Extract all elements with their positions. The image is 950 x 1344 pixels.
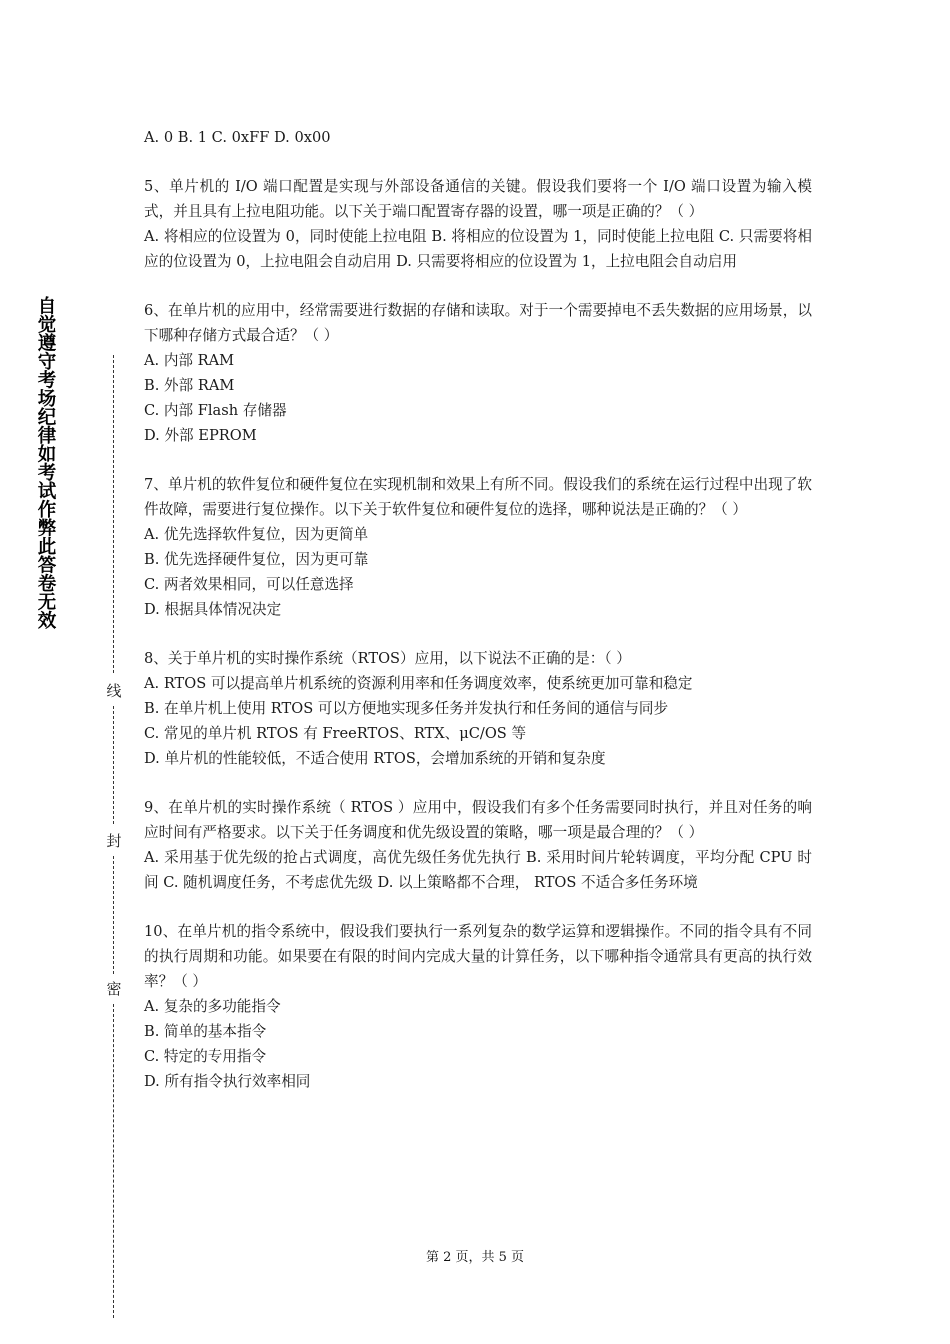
- question-content: [144, 125, 812, 1118]
- previous-question-options: [144, 125, 812, 150]
- question-7: [144, 472, 812, 622]
- question-stem: 9、在单片机的实时操作系统（ RTOS ）应用中，假设我们有多个任务需要同时执行，并且对任务的响应时间有严格要求。以下关于任务调度和优先级设置的策略，哪一项是最合理的？（ ）: [144, 799, 812, 841]
- option-a: A. RTOS 可以提高单片机系统的资源利用率和任务调度效率，使系统更加可靠和稳定: [144, 675, 693, 692]
- binding-line-lower-mid: [113, 856, 114, 974]
- option-b: B. 简单的基本指令: [144, 1023, 267, 1040]
- option-b: B. 在单片机上使用 RTOS 可以方便地实现多任务并发执行和任务间的通信与同步: [144, 700, 669, 717]
- question-stem: 6、在单片机的应用中，经常需要进行数据的存储和读取。对于一个需要掉电不丢失数据的应用场景，以下哪种存储方式最合适？（ ）: [144, 302, 812, 344]
- question-stem: 8、关于单片机的实时操作系统（RTOS）应用，以下说法不正确的是：（ ）: [144, 650, 631, 667]
- binding-line-upper-mid: [113, 706, 114, 824]
- option-a: A. 优先选择软件复位，因为更简单: [144, 526, 369, 543]
- question-stem: 7、单片机的软件复位和硬件复位在实现机制和效果上有所不同。假设我们的系统在运行过程中出现了软件故障，需要进行复位操作。以下关于软件复位和硬件复位的选择，哪种说法是正确的？（ ）: [144, 476, 812, 518]
- question-stem: 10、在单片机的指令系统中，假设我们要执行一系列复杂的数学运算和逻辑操作。不同的指令具有不同的执行周期和功能。如果要在有限的时间内完成大量的计算任务，以下哪种指令通常具有更高的执行效率？（ ）: [144, 923, 812, 990]
- seal-mark-feng: 封: [106, 832, 122, 850]
- option-d: D. 外部 EPROM: [144, 427, 257, 444]
- option-c: C. 常见的单片机 RTOS 有 FreeRTOS、RTX、μC/OS 等: [144, 725, 527, 742]
- option-d: D. 所有指令执行效率相同: [144, 1073, 311, 1090]
- option-d: D. 根据具体情况决定: [144, 601, 282, 618]
- question-5: [144, 174, 812, 274]
- question-stem: 5、单片机的 I/O 端口配置是实现与外部设备通信的关键。假设我们要将一个 I/O 端口设置为输入模式，并且具有上拉电阻功能。以下关于端口配置寄存器的设置，哪一项是正确的？（ ）: [144, 178, 812, 220]
- option-c: C. 两者效果相同，可以任意选择: [144, 576, 354, 593]
- option-line: A. 采用基于优先级的抢占式调度，高优先级任务优先执行 B. 采用时间片轮转调度，平均分配 CPU 时间 C. 随机调度任务，不考虑优先级 D. 以上策略都不合理， RTOS 不适合多任务环境: [144, 849, 812, 891]
- seal-mark-xian: 线: [106, 682, 122, 700]
- seal-mark-mi: 密: [106, 980, 122, 998]
- option-c: C. 内部 Flash 存储器: [144, 402, 287, 419]
- exam-discipline-notice: 自觉遵守考场纪律如考试作弊此答卷无效: [35, 296, 56, 629]
- option-c: C. 特定的专用指令: [144, 1048, 267, 1065]
- option-line: A. 将相应的位设置为 0，同时使能上拉电阻 B. 将相应的位设置为 1，同时使能上拉电阻 C. 只需要将相应的位设置为 0，上拉电阻会自动启用 D. 只需要将相应的位设置为 1，上拉电阻会自动启用: [144, 228, 812, 270]
- option-b: B. 外部 RAM: [144, 377, 235, 394]
- question-8: [144, 646, 812, 771]
- option-a: A. 内部 RAM: [144, 352, 235, 369]
- question-10: [144, 919, 812, 1094]
- question-9: [144, 795, 812, 895]
- question-6: [144, 298, 812, 448]
- page-number: 第 2 页，共 5 页: [425, 1250, 525, 1265]
- option-b: B. 优先选择硬件复位，因为更可靠: [144, 551, 369, 568]
- option-line: A. 0 B. 1 C. 0xFF D. 0x00: [144, 129, 331, 146]
- binding-line-bottom: [113, 1004, 114, 1318]
- option-a: A. 复杂的多功能指令: [144, 998, 281, 1015]
- binding-line-top: [113, 355, 114, 673]
- option-d: D. 单片机的性能较低，不适合使用 RTOS，会增加系统的开销和复杂度: [144, 750, 606, 767]
